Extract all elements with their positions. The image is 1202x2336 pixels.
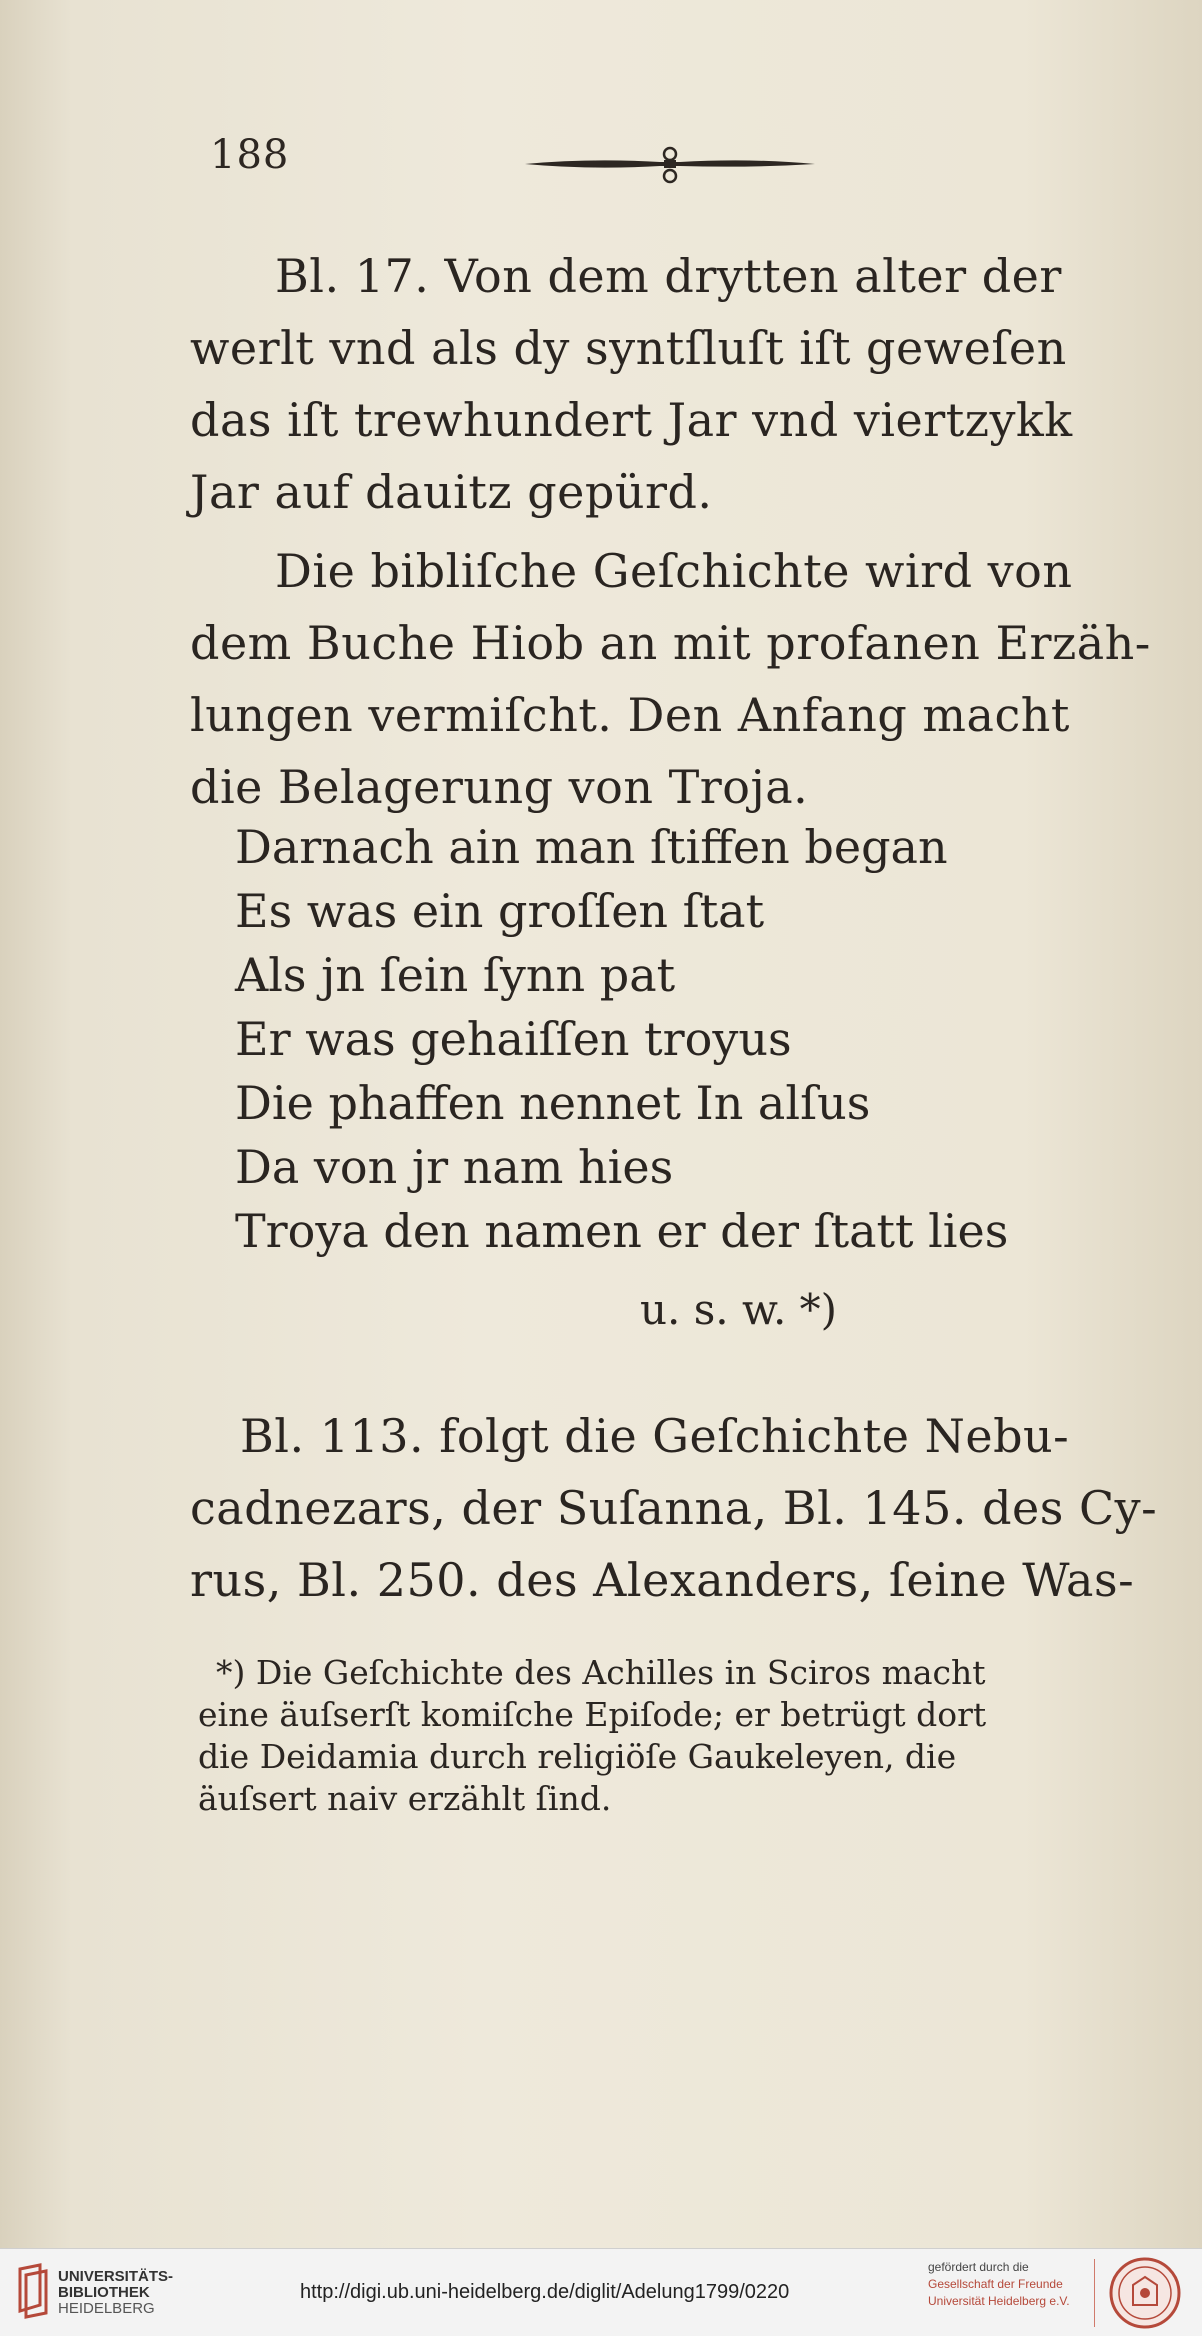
footnote xyxy=(198,1652,1078,1820)
text-line: Bl. 113. folgt die Geſchichte Nebu- xyxy=(240,1409,1070,1463)
text-line: Jar auf dauitz gepürd. xyxy=(190,465,713,519)
poem-line: Als jn ſein ſynn pat xyxy=(235,948,676,1002)
text-line: lungen vermiſcht. Den Anfang macht xyxy=(190,688,1070,742)
poem-line: Troya den namen er der ſtatt lies xyxy=(235,1204,1009,1258)
footer-bar xyxy=(0,2248,1202,2336)
paragraph-heading-bl17 xyxy=(190,240,1100,528)
ub-heidelberg-logo-icon[interactable] xyxy=(14,2261,52,2321)
text-line: cadnezars, der Suſanna, Bl. 145. des Cy- xyxy=(190,1481,1158,1535)
library-name-line: UNIVERSITÄTS- xyxy=(58,2268,174,2285)
poem-line: Da von jr nam hies xyxy=(235,1140,674,1194)
poem-quote xyxy=(235,815,1008,1263)
sponsor-line: gefördert durch die xyxy=(928,2260,1029,2274)
text-line: die Belagerung von Troja. xyxy=(190,760,809,814)
library-name xyxy=(58,2269,173,2317)
text-line: werlt vnd als dy syntſluſt iſt geweſen xyxy=(190,321,1067,375)
text-line: dem Buche Hiob an mit profanen Erzäh- xyxy=(190,616,1151,670)
text-line: rus, Bl. 250. des Alexanders, ſeine Was- xyxy=(190,1553,1135,1607)
paragraph-bl113 xyxy=(190,1400,1158,1616)
ornament-rule xyxy=(520,140,820,190)
poem-signoff: u. s. w. *) xyxy=(640,1285,838,1334)
footnote-line: *) Die Geſchichte des Achilles in Sciros macht xyxy=(216,1653,986,1692)
page-number: 188 xyxy=(210,132,290,178)
footnote-line: äuſsert naiv erzählt ſind. xyxy=(198,1779,612,1818)
text-line: das iſt trewhundert Jar vnd viertzykk xyxy=(190,393,1073,447)
paragraph-bible-history xyxy=(190,535,1151,823)
poem-line: Er was gehaiſſen troyus xyxy=(235,1012,792,1066)
text-line: Die bibliſche Geſchichte wird von xyxy=(275,544,1073,598)
permalink-url[interactable]: http://digi.ub.uni-heidelberg.de/diglit/Adelung1799/0220 xyxy=(300,2281,790,2303)
poem-line: Die phaffen nennet In alſus xyxy=(235,1076,871,1130)
poem-line: Es was ein groſſen ſtat xyxy=(235,884,765,938)
library-name-line: HEIDELBERG xyxy=(58,2300,155,2317)
footnote-line: die Deidamia durch religiöſe Gaukeleyen, die xyxy=(198,1737,957,1776)
sponsor-text xyxy=(928,2259,1070,2310)
sponsor-line: Gesellschaft der Freunde xyxy=(928,2277,1063,2291)
text-line: Bl. 17. Von dem drytten alter der xyxy=(275,249,1062,303)
university-seal-icon[interactable] xyxy=(1105,2255,1185,2331)
divider xyxy=(1094,2259,1095,2327)
footnote-line: eine äuſserſt komiſche Epiſode; er betrügt dort xyxy=(198,1695,987,1734)
library-name-line: BIBLIOTHEK xyxy=(58,2284,150,2301)
poem-line: Darnach ain man ſtiffen began xyxy=(235,820,948,874)
sponsor-line: Universität Heidelberg e.V. xyxy=(928,2294,1070,2308)
